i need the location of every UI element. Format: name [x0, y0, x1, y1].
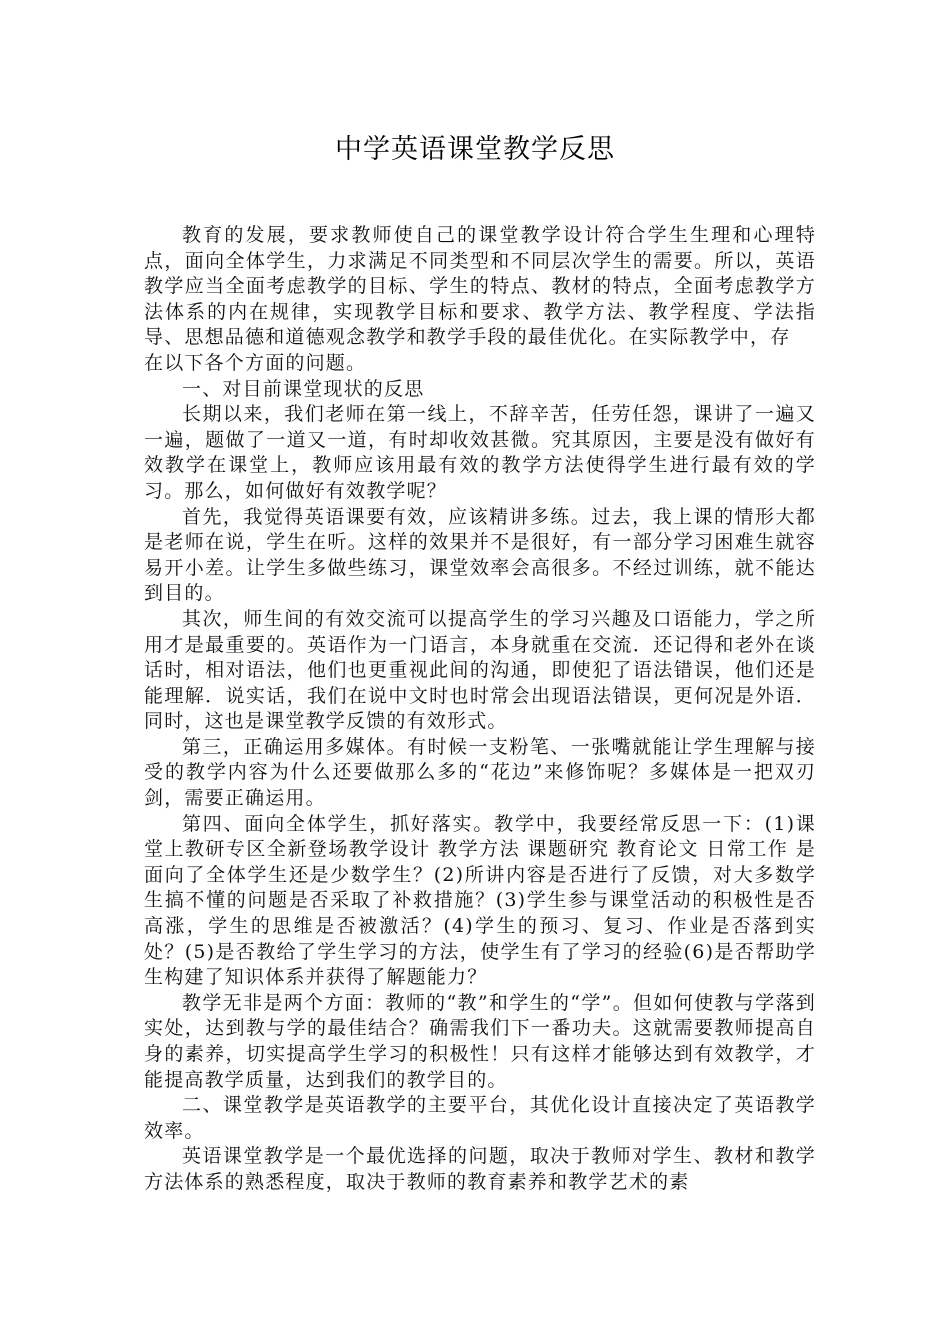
paragraph: 首先，我觉得英语课要有效，应该精讲多练。过去，我上课的情形大都是老师在说，学生在听。这样的效果并不是很好，有一部分学习困难生就容易开小差。让学生多做些练习，课堂效率会高很多。不经过训练，就不能达到目的。 — [144, 505, 816, 605]
document-body — [144, 223, 816, 1196]
section-heading-1: 一、对目前课堂现状的反思 — [182, 377, 425, 400]
paragraph: 其次，师生间的有效交流可以提高学生的学习兴趣及口语能力，学之所用才是最重要的。英语作为一门语言，本身就重在交流．还记得和老外在谈话时，相对语法，他们也更重视此间的沟通，即使犯了语法错误，他们还是能理解．说实话，我们在说中文时也时常会出现语法错误，更何况是外语．同时，这也是课堂教学反馈的有效形式。 — [144, 607, 816, 733]
document-title: 中学英语课堂教学反思 — [335, 134, 615, 165]
paragraph: 第三，正确运用多媒体。有时候一支粉笔、一张嘴就能让学生理解与接受的教学内容为什么还要做那么多的“花边”来修饰呢？多媒体是一把双刃剑，需要正确运用。 — [144, 735, 816, 810]
paragraph: 教学无非是两个方面：教师的“教”和学生的“学”。但如何使教与学落到实处，达到教与学的最佳结合？确需我们下一番功夫。这就需要教师提高自身的素养，切实提高学生学习的积极性！只有这样才能够达到有效教学，才能提高教学质量，达到我们的教学目的。 — [144, 991, 816, 1091]
paragraph: 第四、面向全体学生，抓好落实。教学中，我要经常反思一下：(1)课堂上教研专区全新登场教学设计 教学方法 课题研究 教育论文 日常工作 是面向了全体学生还是少数学生？(2)所讲内容是否进行了反馈，对大多数学生搞不懂的问题是否采取了补救措施？(3)学生参与课堂活动的积极性是否高涨，学生的思维是否被激活？(4)学生的预习、复习、作业是否落到实处？(5)是否教给了学生学习的方法，使学生有了学习的经验(6)是否帮助学生构建了知识体系并获得了解题能力？ — [144, 812, 816, 989]
paragraph-intro: 教育的发展，要求教师使自己的课堂教学设计符合学生生理和心理特点，面向全体学生，力求满足不同类型和不同层次学生的需要。所以，英语教学应当全面考虑教学的目标、学生的特点、教材的特点，全面考虑教学方法体系的内在规律，实现教学目标和要求、教学方法、教学程度、学法指导、思想品德和道德观念教学和教学手段的最佳优化。在实际教学中，存 — [144, 224, 816, 349]
section-heading-2: 二、课堂教学是英语教学的主要平台，其优化设计直接决定了英语教学效率。 — [144, 1094, 816, 1142]
paragraph: 长期以来，我们老师在第一线上，不辞辛苦，任劳任怨，课讲了一遍又一遍，题做了一道又一道，有时却收效甚微。究其原因，主要是没有做好有效教学在课堂上，教师应该用最有效的教学方法使得学生进行最有效的学习。那么，如何做好有效教学呢？ — [144, 403, 816, 502]
paragraph: 英语课堂教学是一个最优选择的问题，取决于教师对学生、教材和教学方法体系的熟悉程度，取决于教师的教育素养和教学艺术的素 — [144, 1145, 816, 1193]
paragraph-intro-continued: 在以下各个方面的问题。 — [144, 351, 367, 374]
